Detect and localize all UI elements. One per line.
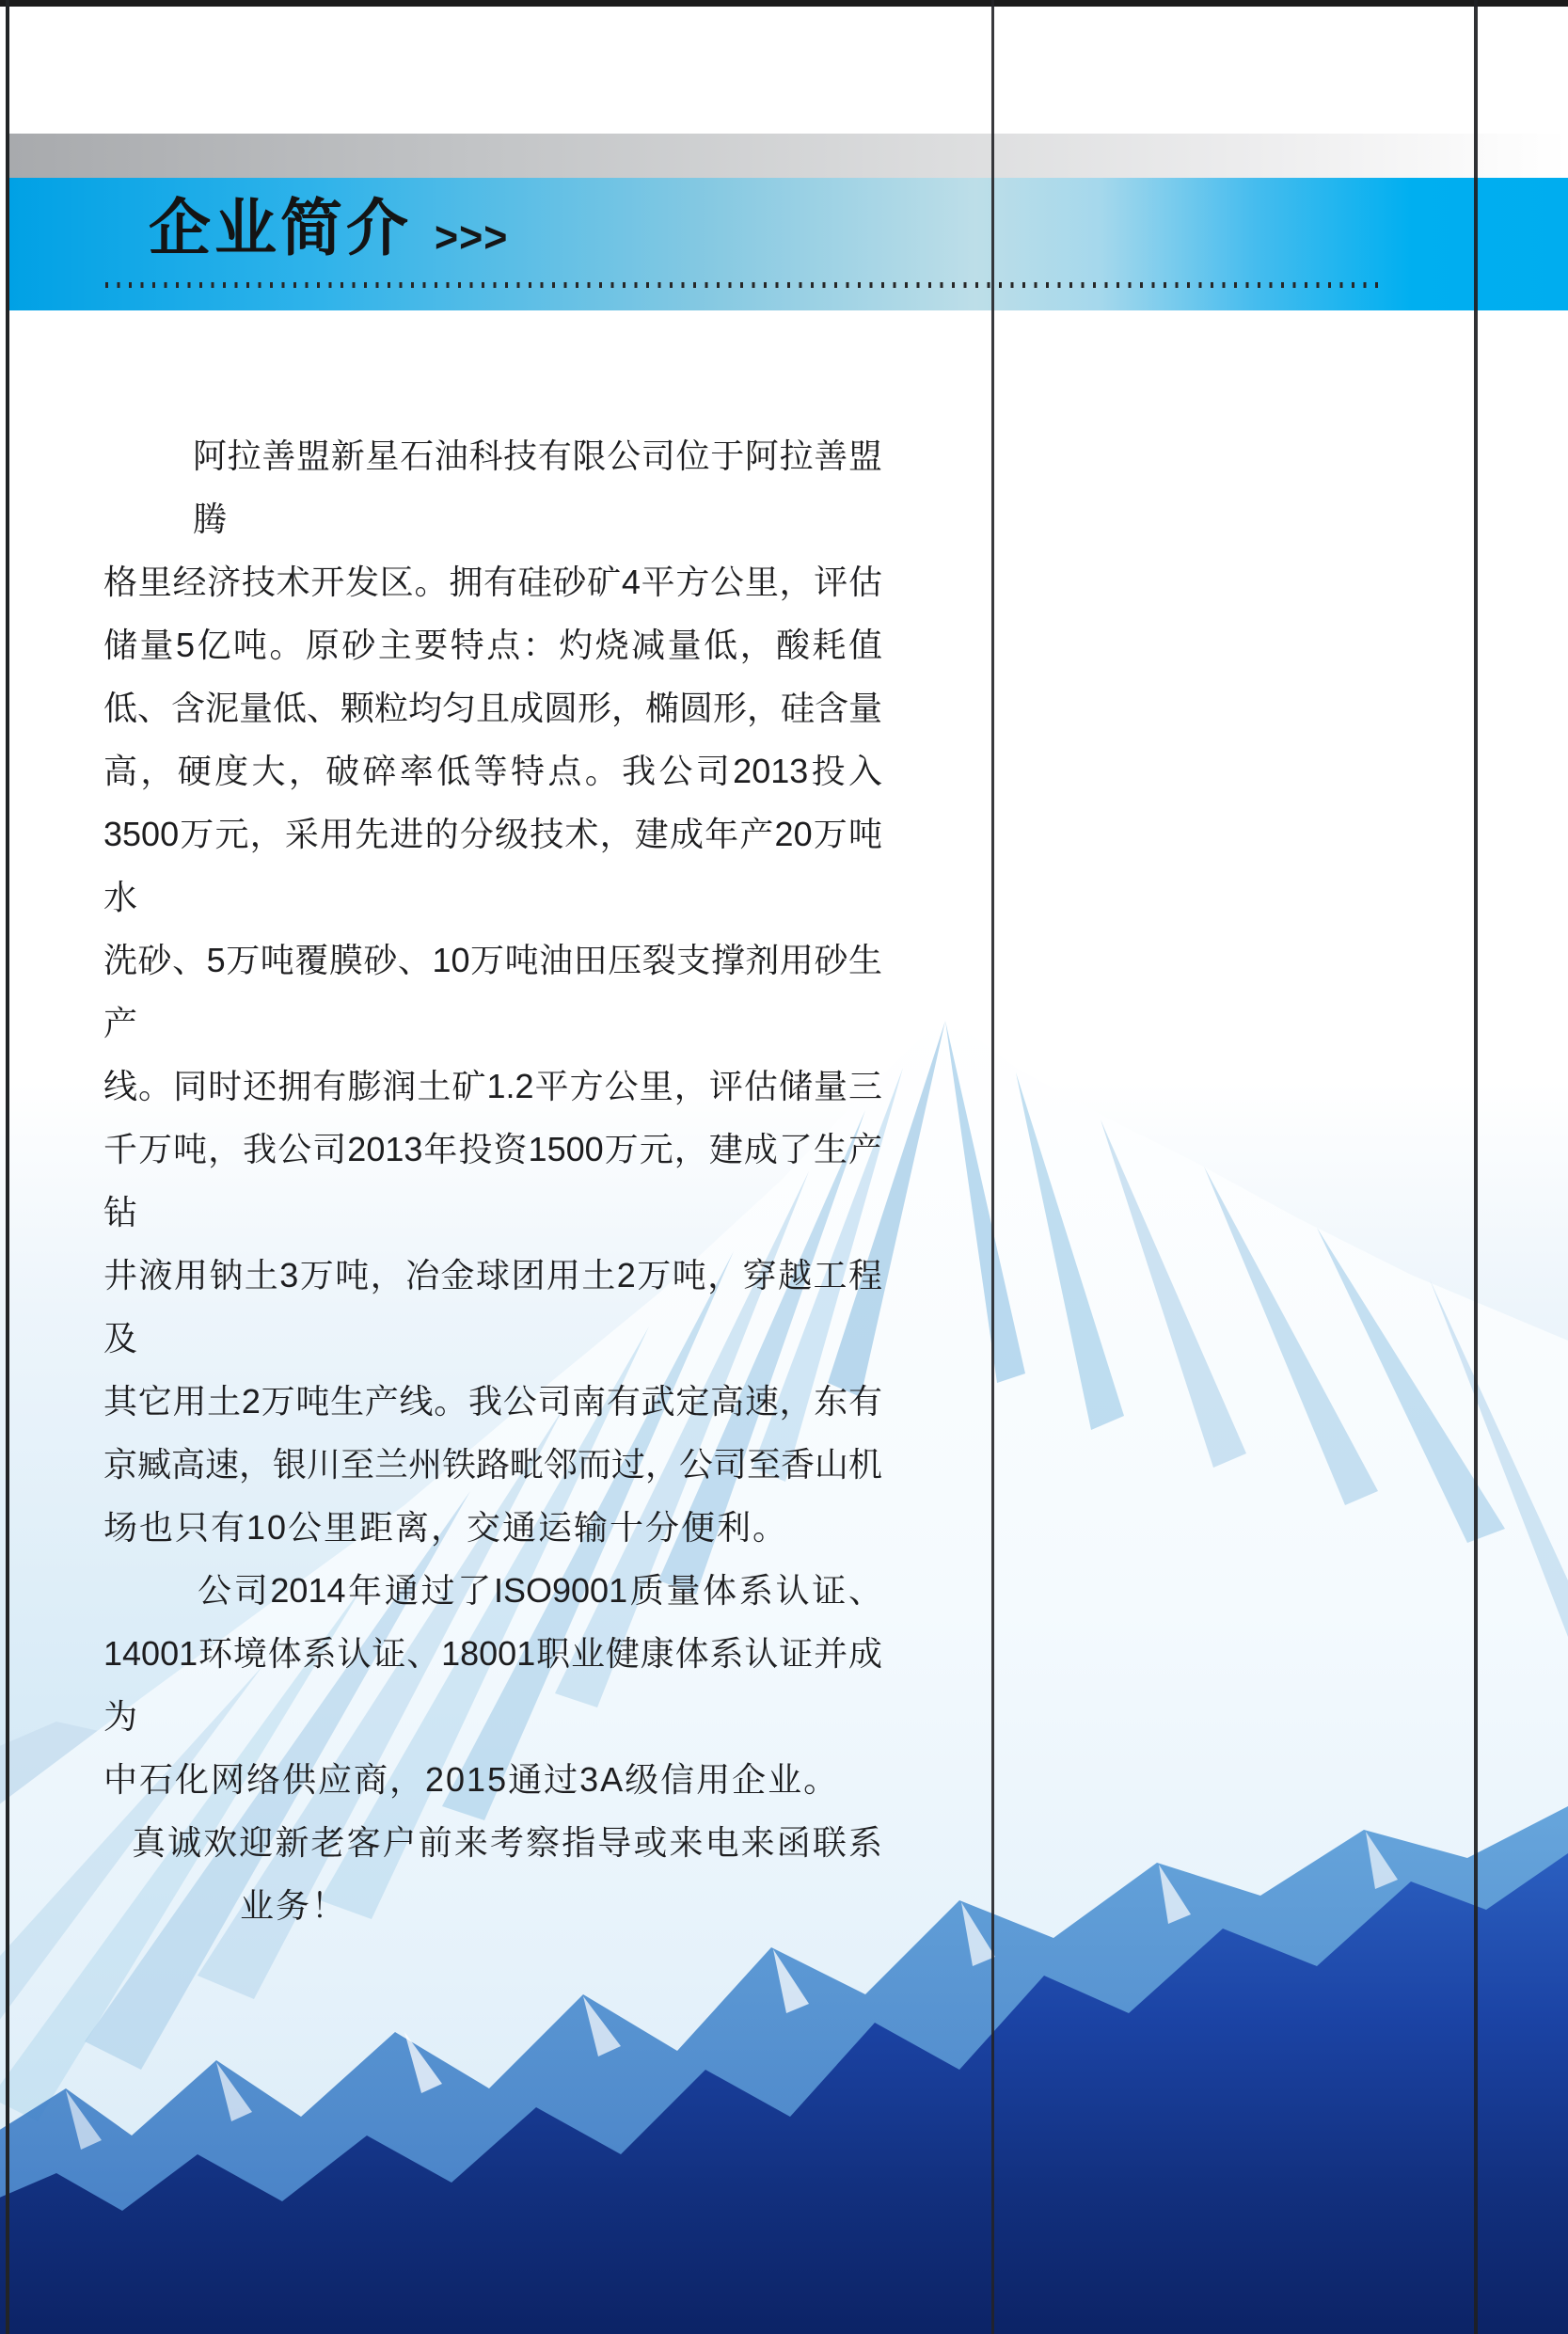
text-line: 洗砂、5万吨覆膜砂、10万吨油田压裂支撑剂用砂生产 <box>103 941 882 1042</box>
text-line: 千万吨，我公司2013年投资1500万元，建成了生产钻 <box>103 1130 882 1231</box>
text-line: 京臧高速，银川至兰州铁路毗邻而过，公司至香山机 <box>103 1445 883 1484</box>
text-line: 真诚欢迎新老客户前来考察指导或来电来函联系 <box>132 1823 882 1862</box>
gray-gradient-bar <box>9 134 1568 178</box>
panel-divider-line <box>991 0 994 2334</box>
text-line: 14001环境体系认证、18001职业健康体系认证并成为 <box>103 1634 882 1736</box>
text-line: 中石化网络供应商，2015通过3A级信用企业。 <box>103 1760 840 1799</box>
text-line: 线。同时还拥有膨润土矿1.2平方公里，评估储量三 <box>103 1067 882 1105</box>
text-line: 公司2014年通过了ISO9001质量体系认证、 <box>198 1571 882 1610</box>
right-page-border <box>1474 0 1478 2334</box>
left-page-border <box>6 0 9 2334</box>
text-line: 阿拉善盟新星石油科技有限公司位于阿拉善盟腾 <box>193 437 882 538</box>
text-line: 其它用土2万吨生产线。我公司南有武定高速，东有 <box>103 1382 882 1421</box>
text-line: 井液用钠土3万吨，冶金球团用土2万吨，穿越工程及 <box>103 1256 882 1358</box>
text-line: 场也只有10公里距离，交通运输十分便利。 <box>103 1508 789 1547</box>
page-title: 企业简介 <box>149 193 412 262</box>
top-rule <box>0 0 1568 7</box>
text-line: 储量5亿吨。原砂主要特点：灼烧减量低，酸耗值 <box>103 626 882 664</box>
company-profile-text <box>103 424 882 1937</box>
text-line: 低、含泥量低、颗粒均匀且成圆形，椭圆形，硅含量 <box>103 689 883 727</box>
chevron-arrows-icon: >>> <box>435 214 509 262</box>
text-line: 高，硬度大，破碎率低等特点。我公司2013投入 <box>103 752 882 790</box>
dotted-divider <box>105 282 1385 288</box>
header-title-row <box>149 194 508 263</box>
text-line: 格里经济技术开发区。拥有硅砂矿4平方公里，评估 <box>103 563 882 601</box>
text-line: 3500万元，采用先进的分级技术，建成年产20万吨水 <box>103 815 882 916</box>
text-line: 业务！ <box>240 1886 348 1925</box>
